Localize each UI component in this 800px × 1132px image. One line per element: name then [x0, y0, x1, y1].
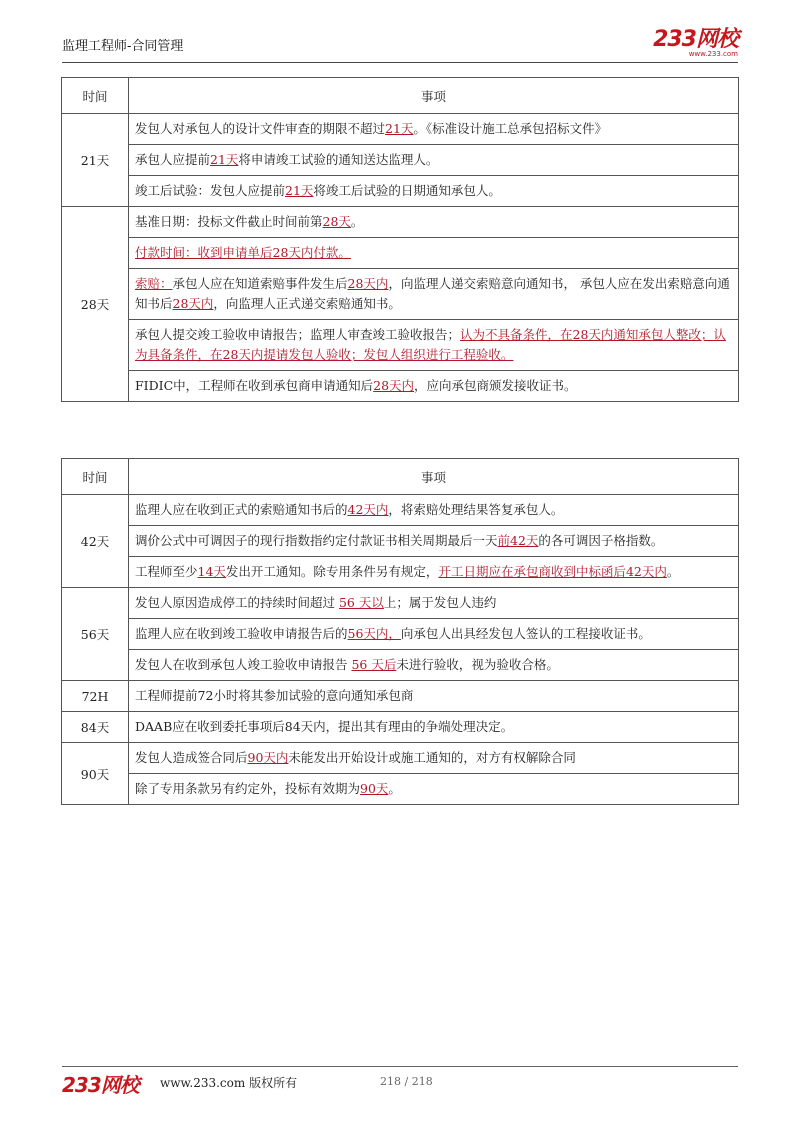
item-text: 发包人在收到承包人竣工验收申请报告	[135, 657, 352, 672]
highlight-text: 90天内	[247, 750, 289, 765]
table-row	[62, 145, 739, 176]
time-cell: 84天	[62, 712, 129, 743]
highlight-text: 56天内，	[347, 626, 401, 641]
item-text: 。	[388, 781, 401, 796]
brand-logo	[653, 22, 738, 58]
time-cell: 21天	[62, 114, 129, 207]
time-cell: 72H	[62, 681, 129, 712]
item-text: 。	[350, 214, 364, 229]
table-row	[62, 114, 739, 145]
item-text: 将申请竣工试验的通知送达监理人。	[238, 152, 439, 167]
item-text: DAAB应在收到委托事项后84天内，提出其有理由的争端处理决定。	[135, 719, 514, 734]
page-header	[62, 28, 738, 60]
table-row	[62, 712, 739, 743]
footer-copyright: www.233.com 版权所有	[160, 1076, 298, 1090]
table-row	[62, 238, 739, 269]
table-row	[62, 207, 739, 238]
highlight-text: 14天	[197, 564, 226, 579]
item-text: 未能发出开始设计或施工通知的，对方有权解除合同	[288, 750, 576, 765]
highlight-text: 21天	[385, 121, 414, 136]
item-cell	[129, 269, 739, 320]
table-row	[62, 557, 739, 588]
table-row	[62, 588, 739, 619]
item-text: 的各可调因子格指数。	[538, 533, 664, 548]
item-text: 上；属于发包人违约	[383, 595, 497, 610]
item-cell	[129, 774, 739, 805]
highlight-text: 认为不具备条件，在28天内通知承包人整改；认为具备条件，在28天内提请发包人验收；发包人组织进行工程验收。	[135, 327, 726, 362]
header-divider	[62, 62, 738, 63]
highlight-text: 90天	[360, 781, 389, 796]
item-cell	[129, 681, 739, 712]
deadline-table-1	[61, 77, 739, 402]
table-row	[62, 619, 739, 650]
highlight-text: 付款时间：收到申请单后28天内付款。	[135, 245, 351, 260]
item-cell	[129, 650, 739, 681]
item-text: 发出开工通知。除专用条件另有规定，	[225, 564, 439, 579]
footer-divider	[62, 1066, 738, 1067]
logo-text: 233网校	[653, 27, 738, 52]
table-row	[62, 176, 739, 207]
page-number: 218 / 218	[380, 1075, 433, 1088]
item-cell	[129, 207, 739, 238]
item-text: 调价公式中可调因子的现行指数指约定付款证书相关周期最后一天	[135, 533, 498, 548]
time-cell: 56天	[62, 588, 129, 681]
highlight-text: 21天	[210, 152, 239, 167]
item-cell	[129, 743, 739, 774]
highlight-text: 28天内	[347, 276, 389, 291]
item-text: 发包人原因造成停工的持续时间超过	[135, 595, 339, 610]
table-row	[62, 526, 739, 557]
footer-logo: 233网校	[62, 1073, 139, 1097]
item-text: ，向监理人正式递交索赔通知书。	[213, 296, 401, 311]
item-cell	[129, 526, 739, 557]
table-row	[62, 650, 739, 681]
highlight-text: 42天内	[347, 502, 389, 517]
time-cell: 28天	[62, 207, 129, 402]
item-text: 承包人提交竣工验收申请报告；监理人审查竣工验收报告；	[135, 327, 461, 342]
item-cell	[129, 238, 739, 269]
column-header-time: 时间	[62, 459, 129, 495]
item-cell	[129, 114, 739, 145]
item-text: 将竣工后试验的日期通知承包人。	[313, 183, 501, 198]
item-cell	[129, 588, 739, 619]
item-cell	[129, 495, 739, 526]
item-text: 竣工后试验：发包人应提前	[135, 183, 286, 198]
item-text: 除了专用条款另有约定外，投标有效期为	[135, 781, 361, 796]
item-text: 监理人应在收到正式的索赔通知书后的	[135, 502, 348, 517]
column-header-item: 事项	[129, 78, 739, 114]
item-cell	[129, 557, 739, 588]
column-header-item: 事项	[129, 459, 739, 495]
column-header-time: 时间	[62, 78, 129, 114]
item-text: 监理人应在收到竣工验收申请报告后的	[135, 626, 348, 641]
table-row	[62, 371, 739, 402]
item-text: 发包人对承包人的设计文件审查的期限不超过	[135, 121, 386, 136]
item-text: ，向监理人递交索赔意向通知书， 承包人应在发出索赔意向通知书后	[135, 276, 730, 311]
header-title: 监理工程师-合同管理	[62, 39, 184, 54]
item-text: ，应向承包商颁发接收证书。	[414, 378, 577, 393]
item-text: 承包人应在知道索赔事件发生后	[172, 276, 348, 291]
item-text: 工程师提前72小时将其参加试验的意向通知承包商	[135, 688, 414, 703]
highlight-text: 开工日期应在承包商收到中标函后42天内	[438, 564, 667, 579]
highlight-text: 56 天以	[338, 595, 384, 610]
item-text: 工程师至少	[135, 564, 198, 579]
highlight-text: 28天	[322, 214, 351, 229]
highlight-text: 前42天	[497, 533, 539, 548]
deadline-table-2	[61, 458, 739, 805]
highlight-text: 21天	[285, 183, 314, 198]
item-text: 。	[666, 564, 680, 579]
item-text: 发包人造成签合同后	[135, 750, 248, 765]
highlight-text: 56 天后	[351, 657, 397, 672]
table-row	[62, 743, 739, 774]
highlight-text: 索赔：	[135, 276, 173, 291]
item-cell	[129, 712, 739, 743]
item-text: 承包人应提前	[135, 152, 211, 167]
logo-subtext: www.233.com	[688, 50, 738, 58]
highlight-text: 28天内	[373, 378, 415, 393]
item-cell	[129, 176, 739, 207]
table-row	[62, 320, 739, 371]
item-text: 向承包人出具经发包人签认的工程接收证书。	[400, 626, 651, 641]
table-row	[62, 774, 739, 805]
time-cell: 42天	[62, 495, 129, 588]
table-row	[62, 495, 739, 526]
item-text: 未进行验收，视为验收合格。	[396, 657, 559, 672]
table-row	[62, 269, 739, 320]
table-row	[62, 681, 739, 712]
item-cell	[129, 320, 739, 371]
highlight-text: 28天内	[172, 296, 214, 311]
item-text: 。《标准设计施工总承包招标文件》	[413, 121, 608, 136]
item-cell	[129, 619, 739, 650]
item-text: 基准日期：投标文件截止时间前第	[135, 214, 323, 229]
item-cell	[129, 145, 739, 176]
item-text: ，将索赔处理结果答复承包人。	[388, 502, 564, 517]
time-cell: 90天	[62, 743, 129, 805]
item-cell	[129, 371, 739, 402]
item-text: FIDIC中，工程师在收到承包商申请通知后	[135, 378, 374, 393]
